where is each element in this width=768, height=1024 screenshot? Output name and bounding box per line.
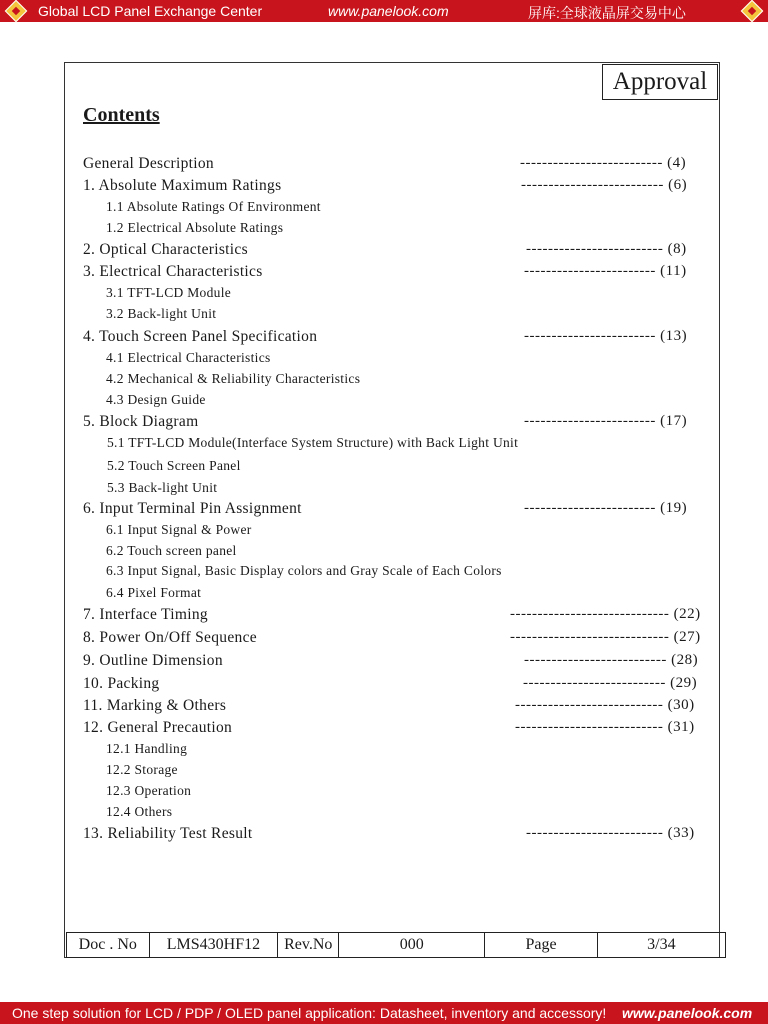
toc-page-ref-24: -------------------------- (28)	[524, 652, 699, 668]
contents-title: Contents	[83, 104, 160, 126]
toc-entry-26: 11. Marking & Others	[83, 697, 227, 714]
bottom-banner	[0, 1002, 768, 1024]
toc-page-ref-17: ------------------------ (19)	[524, 500, 688, 516]
toc-page-ref-2: -------------------------- (6)	[521, 177, 688, 193]
toc-entry-27: 12. General Precaution	[83, 719, 233, 736]
document-footer-table	[66, 932, 726, 958]
toc-entry-20: 6.3 Input Signal, Basic Display colors and Gray Scale of Each Colors	[106, 563, 502, 578]
toc-entry-5: 2. Optical Characteristics	[83, 241, 248, 258]
toc-entry-1: General Description	[83, 155, 214, 172]
toc-entry-12: 4.3 Design Guide	[106, 392, 206, 407]
toc-page-ref-32: ------------------------- (33)	[526, 825, 695, 841]
toc-entry-6: 3. Electrical Characteristics	[83, 263, 263, 280]
toc-page-ref-25: -------------------------- (29)	[523, 675, 698, 691]
toc-page-ref-6: ------------------------ (11)	[524, 263, 687, 279]
toc-entry-23: 8. Power On/Off Sequence	[83, 629, 257, 646]
toc-page-ref-1: -------------------------- (4)	[520, 155, 687, 171]
panelook-logo-icon-right	[741, 0, 764, 22]
toc-entry-32: 13. Reliability Test Result	[83, 825, 253, 842]
toc-entry-3: 1.1 Absolute Ratings Of Environment	[106, 199, 321, 214]
banner-top-right-text: 屏库:全球液晶屏交易中心	[528, 5, 686, 21]
page-label: Page	[485, 933, 597, 958]
approval-stamp: Approval	[602, 64, 718, 100]
toc-entry-15: 5.2 Touch Screen Panel	[107, 458, 241, 473]
toc-entry-22: 7. Interface Timing	[83, 606, 208, 623]
toc-page-ref-5: ------------------------- (8)	[526, 241, 687, 257]
doc-no-value: LMS430HF12	[149, 933, 278, 958]
toc-entry-4: 1.2 Electrical Absolute Ratings	[106, 220, 284, 235]
toc-entry-18: 6.1 Input Signal & Power	[106, 522, 252, 537]
toc-page-ref-23: ----------------------------- (27)	[510, 629, 701, 645]
toc-page-ref-26: --------------------------- (30)	[515, 697, 695, 713]
toc-page-ref-22: ----------------------------- (22)	[510, 606, 701, 622]
toc-entry-30: 12.3 Operation	[106, 783, 192, 798]
top-banner	[0, 0, 768, 22]
toc-entry-2: 1. Absolute Maximum Ratings	[83, 177, 282, 194]
toc-entry-8: 3.2 Back-light Unit	[106, 306, 217, 321]
banner-bottom-left-text: One step solution for LCD / PDP / OLED panel application: Datasheet, inventory and accessory!	[12, 1005, 607, 1021]
toc-entry-11: 4.2 Mechanical & Reliability Characteristics	[106, 371, 361, 386]
toc-entry-9: 4. Touch Screen Panel Specification	[83, 328, 318, 345]
toc-entry-28: 12.1 Handling	[106, 741, 188, 756]
banner-top-left-text: Global LCD Panel Exchange Center	[38, 3, 263, 19]
banner-top-url[interactable]: www.panelook.com	[328, 3, 449, 19]
toc-entry-25: 10. Packing	[83, 675, 160, 692]
toc-entry-21: 6.4 Pixel Format	[106, 585, 202, 600]
toc-entry-19: 6.2 Touch screen panel	[106, 543, 237, 558]
toc-entry-24: 9. Outline Dimension	[83, 652, 223, 669]
toc-entry-7: 3.1 TFT-LCD Module	[106, 285, 232, 300]
toc-entry-13: 5. Block Diagram	[83, 413, 199, 430]
toc-entry-17: 6. Input Terminal Pin Assignment	[83, 500, 302, 517]
doc-no-label: Doc . No	[67, 933, 150, 958]
banner-bottom-url[interactable]: www.panelook.com	[622, 1005, 753, 1021]
toc-entry-29: 12.2 Storage	[106, 762, 178, 777]
page-value: 3/34	[597, 933, 725, 958]
toc-entry-16: 5.3 Back-light Unit	[107, 480, 218, 495]
toc-entry-31: 12.4 Others	[106, 804, 173, 819]
toc-page-ref-27: --------------------------- (31)	[515, 719, 695, 735]
toc-page-ref-9: ------------------------ (13)	[524, 328, 688, 344]
rev-no-label: Rev.No	[278, 933, 339, 958]
panelook-logo-icon	[5, 0, 28, 22]
toc-entry-14: 5.1 TFT-LCD Module(Interface System Structure) with Back Light Unit	[107, 435, 519, 450]
rev-no-value: 000	[339, 933, 485, 958]
toc-entry-10: 4.1 Electrical Characteristics	[106, 350, 271, 365]
toc-page-ref-13: ------------------------ (17)	[524, 413, 688, 429]
